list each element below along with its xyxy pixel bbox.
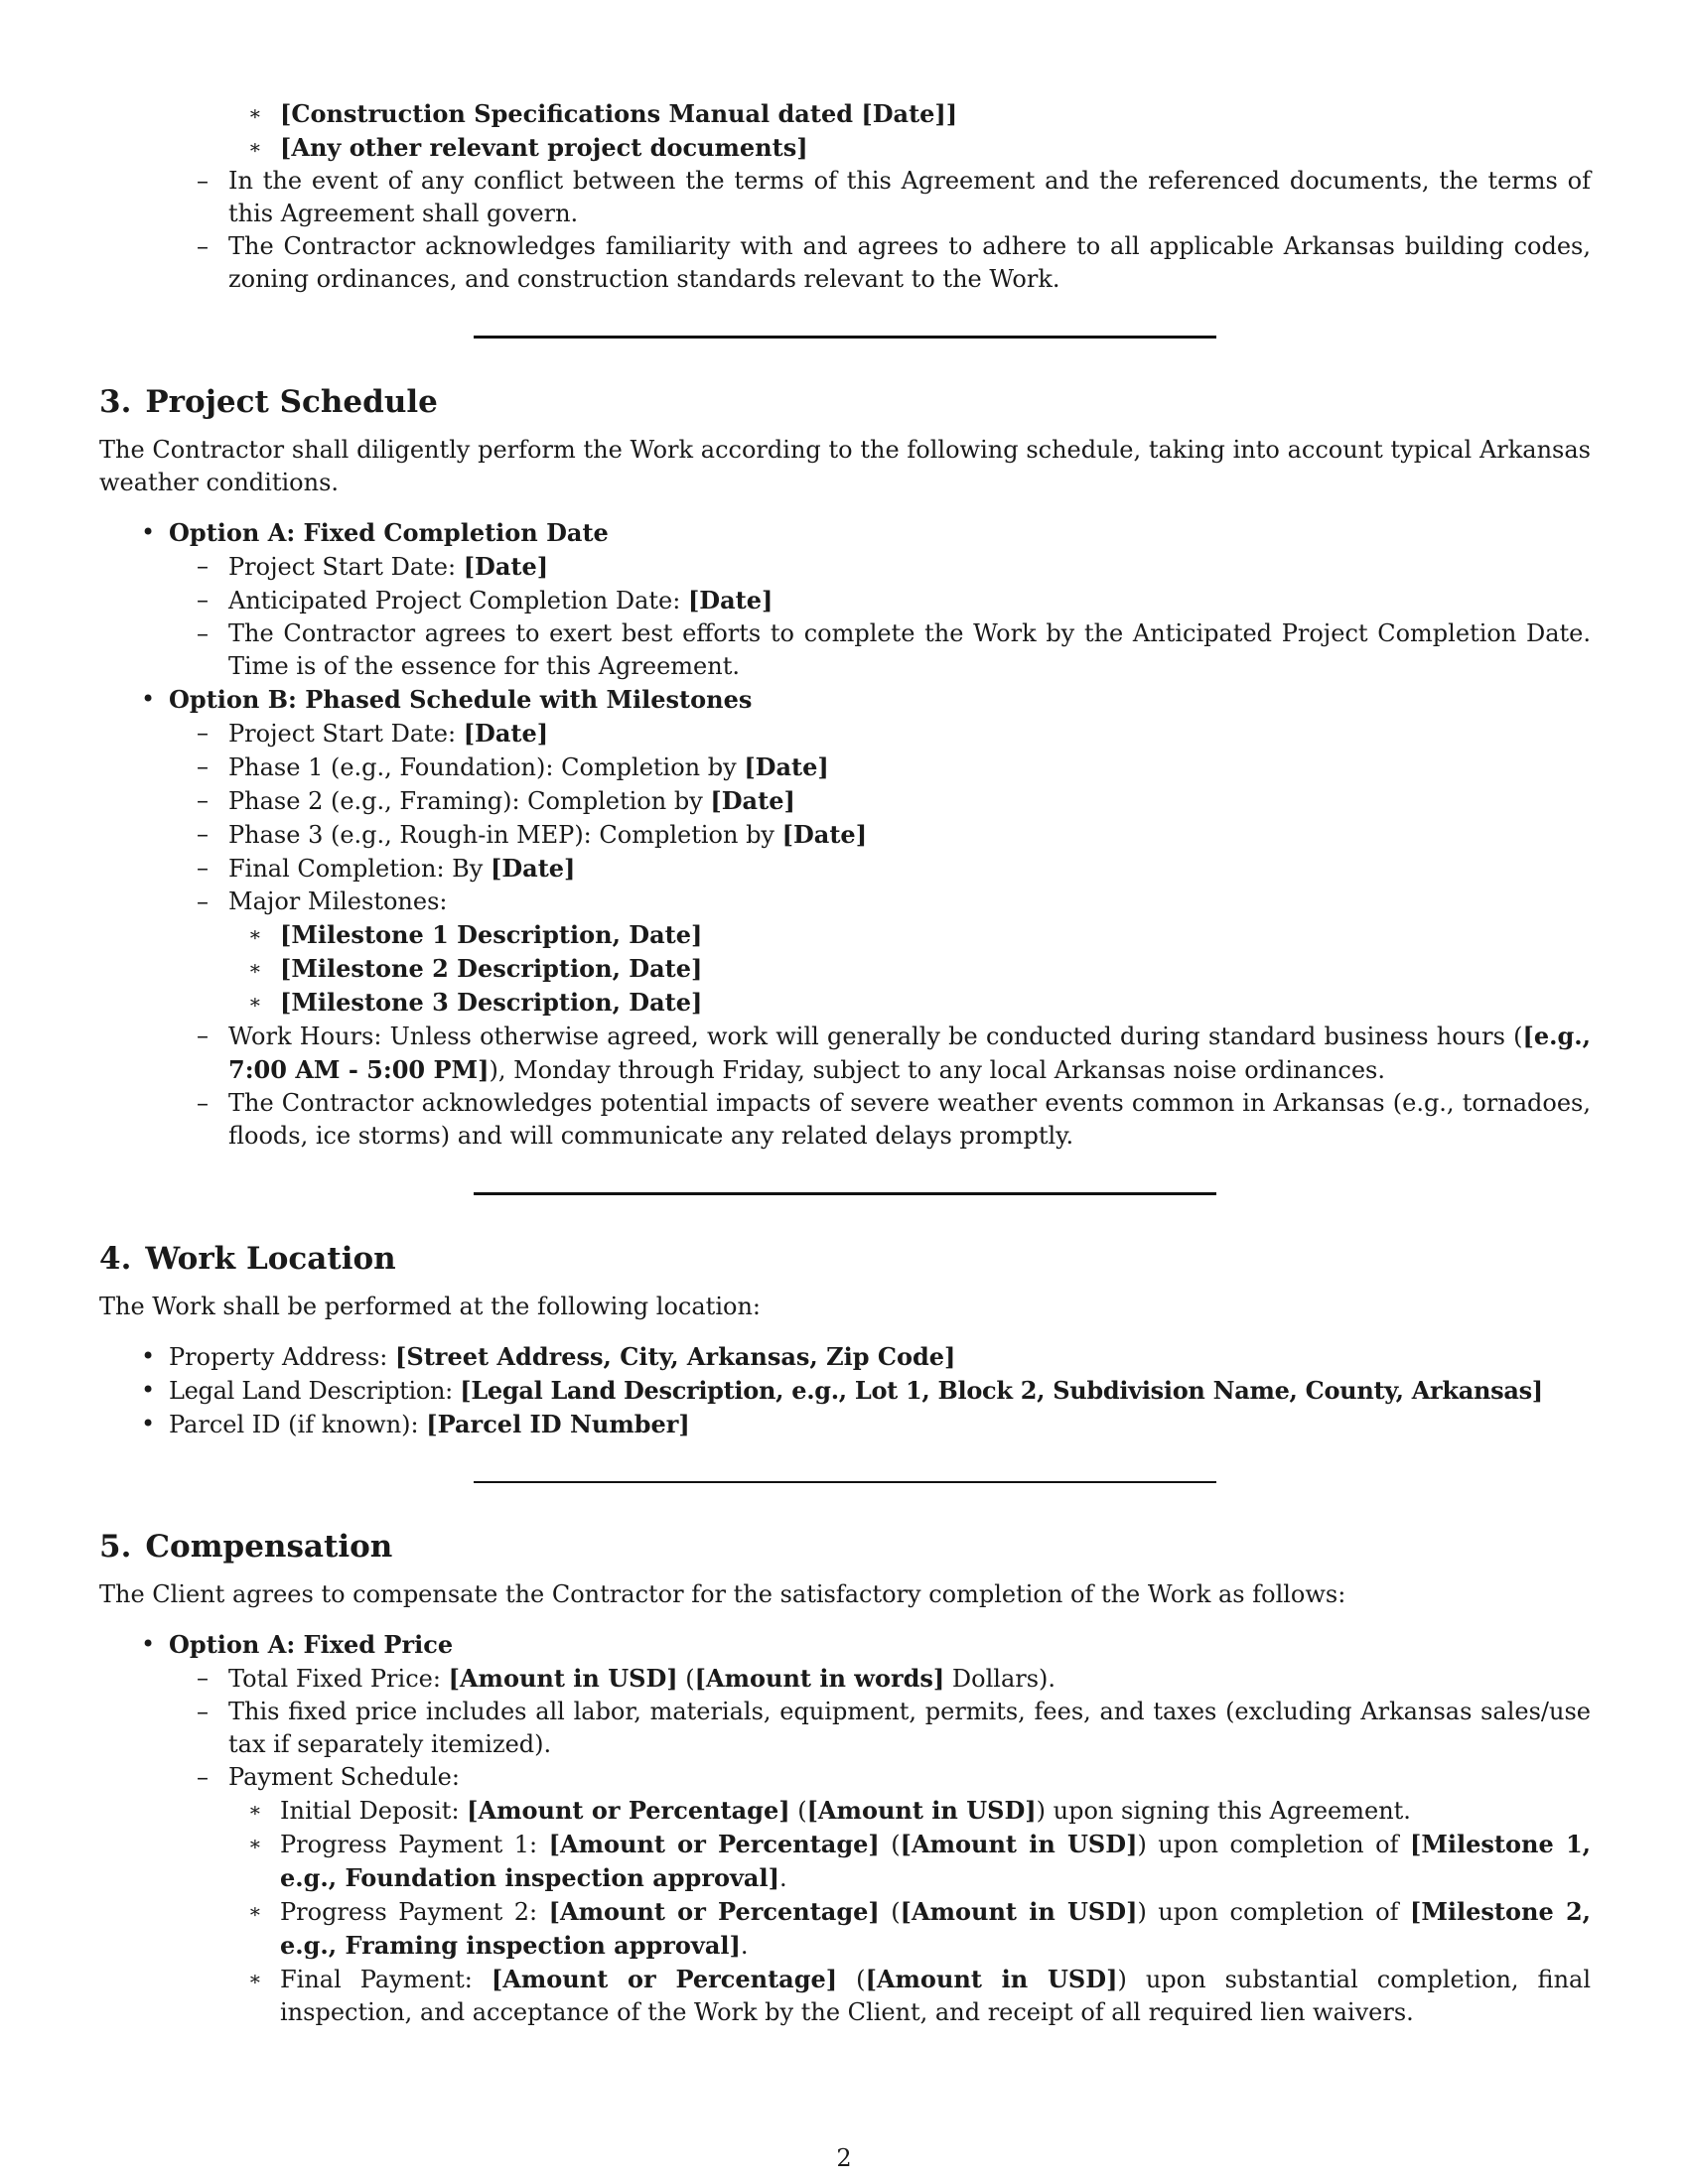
list-item: – Project Start Date: [Date]	[197, 552, 549, 581]
list-item: – Phase 3 (e.g., Rough-in MEP): Completion by [Date]	[197, 820, 868, 849]
asterisk-icon: ∗	[248, 1967, 262, 1990]
list-item: ∗ Final Payment: [Amount or Percentage] ([Amount in USD]) upon substantial completion, final inspection, and acceptance of the Work by the Client, and receipt of all required lien waivers.	[248, 1965, 1592, 2026]
list-item: ∗ Progress Payment 2: [Amount or Percentage] ([Amount in USD]) upon completion of [Milestone 2, e.g., Framing inspection approval].	[248, 1897, 1591, 1960]
asterisk-icon: ∗	[248, 956, 262, 980]
list-item: – This fixed price includes all labor, materials, equipment, permits, fees, and taxes (excluding Arkansas sales/use tax if separately itemized).	[197, 1698, 1591, 1758]
doc-item: [Any other relevant project documents]	[280, 133, 808, 162]
dash-icon: –	[197, 1763, 209, 1791]
list-item: – Total Fixed Price: [Amount in USD] ([Amount in words] Dollars).	[197, 1664, 1056, 1693]
option-label: Option A: Fixed Price	[169, 1630, 454, 1659]
list-item	[99, 230, 1591, 296]
section-divider	[474, 1481, 1216, 1483]
dash-icon: –	[197, 552, 209, 580]
asterisk-icon: ∗	[248, 990, 262, 1014]
dash-icon: –	[197, 752, 209, 780]
list-item: – Major Milestones:	[99, 886, 1591, 918]
section-divider	[474, 336, 1216, 339]
codes-clause: The Contractor acknowledges familiarity with and agrees to adhere to all applicable Arkansas building codes, zoning ordinances, and construction standards relevant to the Work.	[228, 232, 1591, 293]
asterisk-icon: ∗	[248, 922, 262, 946]
section-intro: The Client agrees to compensate the Contractor for the satisfactory completion of the Work as follows:	[99, 1580, 1346, 1608]
list-item: – Final Completion: By [Date]	[197, 854, 576, 883]
dash-icon: –	[197, 167, 209, 195]
list-item	[99, 516, 1591, 550]
dash-icon: –	[197, 820, 209, 848]
list-item: – Phase 1 (e.g., Foundation): Completion by [Date]	[197, 752, 829, 781]
list-item	[99, 1628, 1591, 1662]
list-item: – Work Hours: Unless otherwise agreed, work will generally be conducted during standard business hours ([e.g., 7:00 AM - 5:00 PM]), Monday through Friday, subject to any local Arkansas noise ordinances.	[197, 1022, 1591, 1084]
bullet-icon: •	[141, 1630, 156, 1658]
section-heading: 4. Work Location	[99, 1241, 396, 1277]
dash-icon: –	[197, 619, 209, 647]
list-item: – Payment Schedule:	[99, 1761, 1591, 1794]
dash-icon: –	[197, 1089, 209, 1117]
list-item	[99, 683, 1591, 717]
list-item: • Property Address: [Street Address, City, Arkansas, Zip Code]	[141, 1342, 956, 1371]
asterisk-icon: ∗	[248, 1899, 262, 1923]
list-item: – The Contractor agrees to exert best efforts to complete the Work by the Anticipated Project Completion Date. Time is of the essence for this Agreement.	[197, 619, 1591, 680]
section-divider	[474, 1192, 1216, 1195]
bullet-icon: •	[141, 518, 156, 546]
dash-icon: –	[197, 1698, 209, 1725]
list-item: ∗ Initial Deposit: [Amount or Percentage] ([Amount in USD]) upon signing this Agreement.	[248, 1796, 1411, 1825]
page-number: 2	[836, 2144, 852, 2172]
list-item: • Parcel ID (if known): [Parcel ID Number]	[141, 1410, 690, 1438]
doc-item: [Construction Specifications Manual dated [Date]]	[280, 99, 958, 128]
list-item	[99, 131, 1591, 165]
list-item: ∗ Progress Payment 1: [Amount or Percentage] ([Amount in USD]) upon completion of [Milestone 1, e.g., Foundation inspection approval].	[248, 1830, 1591, 1892]
list-item: ∗ [Milestone 3 Description, Date]	[248, 988, 703, 1017]
list-item: – Project Start Date: [Date]	[197, 719, 549, 748]
option-label: Option A: Fixed Completion Date	[169, 518, 609, 547]
asterisk-icon: ∗	[248, 135, 262, 159]
section-intro: The Work shall be performed at the following location:	[99, 1293, 761, 1320]
list-item: ∗ [Milestone 2 Description, Date]	[248, 954, 703, 983]
list-item: – Phase 2 (e.g., Framing): Completion by [Date]	[197, 786, 795, 815]
dash-icon: –	[197, 1022, 209, 1049]
list-item: – The Contractor acknowledges potential impacts of severe weather events common in Arkansas (e.g., tornadoes, floods, ice storms) and will communicate any related delays promptly.	[197, 1089, 1591, 1150]
asterisk-icon: ∗	[248, 1832, 262, 1855]
section-heading: 3. Project Schedule	[99, 384, 438, 420]
option-label: Option B: Phased Schedule with Milestones	[169, 685, 753, 714]
list-item	[99, 97, 1591, 131]
dash-icon: –	[197, 1664, 209, 1692]
dash-icon: –	[197, 719, 209, 747]
bullet-icon: •	[141, 1342, 156, 1370]
dash-icon: –	[197, 586, 209, 614]
list-item: – Anticipated Project Completion Date: [Date]	[197, 586, 774, 614]
conflict-clause: In the event of any conflict between the terms of this Agreement and the referenced documents, the terms of this Agreement shall govern.	[228, 167, 1591, 227]
dash-icon: –	[197, 786, 209, 814]
list-item: ∗ [Milestone 1 Description, Date]	[248, 920, 703, 949]
asterisk-icon: ∗	[248, 101, 262, 125]
bullet-icon: •	[141, 685, 156, 713]
asterisk-icon: ∗	[248, 1798, 262, 1822]
section-intro: The Contractor shall diligently perform the Work according to the following schedule, taking into account typical Arkansas weather conditions.	[99, 436, 1591, 496]
list-item: • Legal Land Description: [Legal Land Description, e.g., Lot 1, Block 2, Subdivision Name, County, Arkansas]	[141, 1376, 1543, 1405]
dash-icon: –	[197, 887, 209, 915]
list-item	[99, 165, 1591, 230]
bullet-icon: •	[141, 1376, 155, 1404]
bullet-icon: •	[141, 1410, 156, 1437]
dash-icon: –	[197, 854, 209, 882]
document-page	[99, 97, 1591, 2029]
dash-icon: –	[197, 232, 209, 260]
section-heading: 5. Compensation	[99, 1529, 393, 1565]
